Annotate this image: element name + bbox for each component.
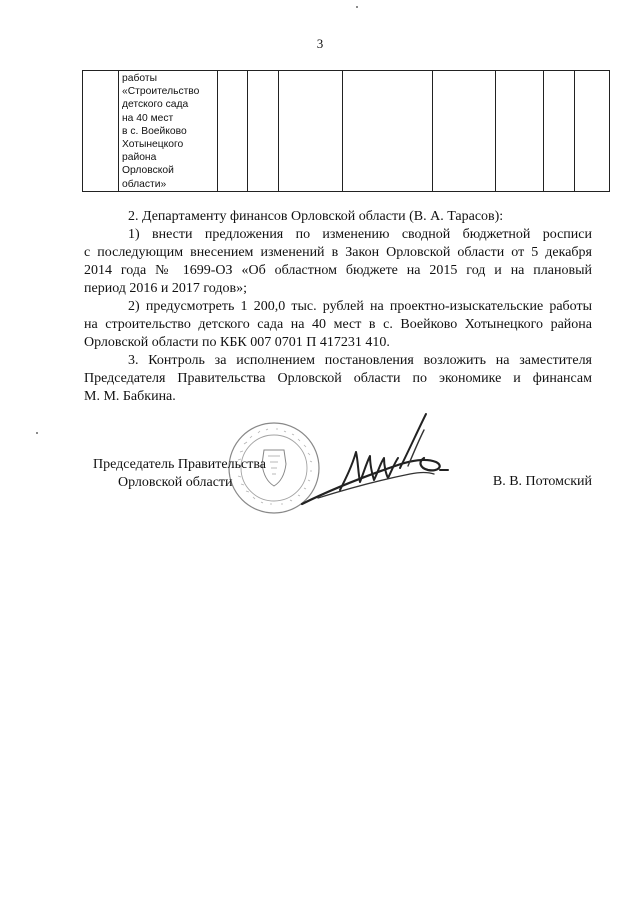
paragraph-item-2 [84,208,592,226]
text-line: 2) предусмотреть 1 200,0 тыс. рублей на проектно-изыскательские работы [128,299,592,314]
continuation-table [82,70,610,192]
text-line: 3. Контроль за исполнением постановления возложить на заместителя [128,353,592,368]
paragraph-item-2-2 [84,298,592,352]
paragraph-item-3 [84,352,592,406]
table-cell [218,71,248,192]
text-line: период 2016 и 2017 годов»; [84,281,248,296]
signatory-title-line-2: Орловской области [118,475,233,490]
table-cell [544,71,575,192]
scan-speck [36,432,38,434]
text-line: на строительство детского сада на 40 мест в с. Воейково Хотынецкого района [84,317,592,332]
table-cell [343,71,433,192]
text-line: 2014 года № 1699-ОЗ «Об областном бюджете на 2015 год и на плановый [84,263,592,278]
cell-line: «Строительство [122,86,200,98]
signatory-title-line-1: Председатель Правительства [93,457,266,472]
text-line: 2. Департаменту финансов Орловской области (В. А. Тарасов): [128,209,504,224]
text-line: с последующим внесением изменений в Закон Орловской области от 5 декабря [84,245,592,260]
text-line: М. М. Бабкина. [84,389,176,404]
table-cell [433,71,496,192]
signatory-name: В. В. Потомский [492,474,592,489]
table-cell [575,71,610,192]
text-line: Орловской области по КБК 007 0701 П 417231 410. [84,335,390,350]
cell-line: Орловской [122,165,174,177]
text-line: 1) внести предложения по изменению сводной бюджетной росписи [128,227,592,242]
cell-line: на 40 мест [122,112,174,124]
scan-speck [356,6,358,8]
table-cell [279,71,343,192]
signature-graphic [300,408,460,508]
table-cell [83,71,119,192]
cell-line: района [122,152,157,164]
paragraph-item-2-1 [84,226,592,298]
cell-line: детского сада [122,99,189,111]
table-cell [248,71,279,192]
text-line: Председателя Правительства Орловской области по экономике и финансам [84,371,592,386]
page-number: 3 [316,36,324,51]
cell-line: работы [122,73,157,84]
table-cell [496,71,544,192]
table-cell-description [119,71,218,192]
cell-line: Хотынецкого [122,139,184,151]
cell-line: в с. Воейково [122,125,187,137]
cell-line: области» [122,178,167,190]
